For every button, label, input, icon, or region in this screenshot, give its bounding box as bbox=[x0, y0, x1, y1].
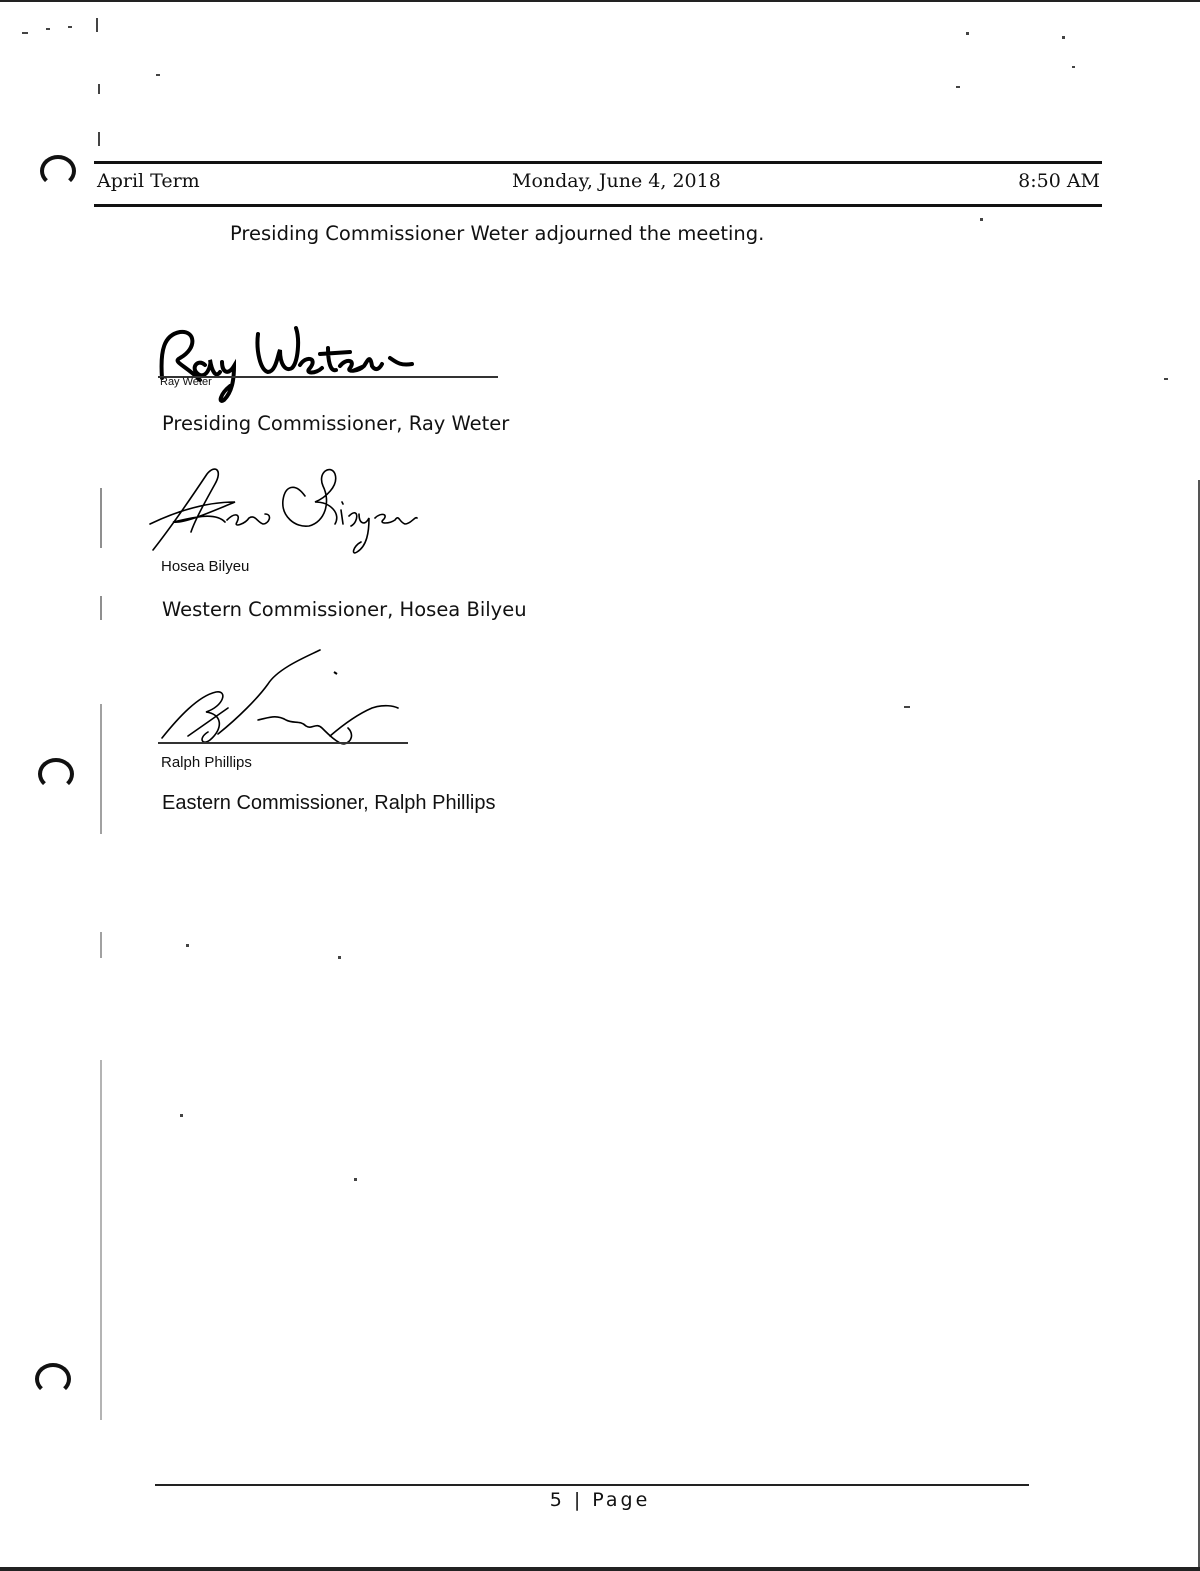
bottom-border bbox=[0, 1567, 1200, 1571]
scan-speck bbox=[98, 132, 100, 146]
signature-hosea-bilyeu bbox=[145, 462, 445, 562]
scan-speck bbox=[956, 86, 960, 88]
scan-speck bbox=[186, 944, 189, 947]
scan-speck bbox=[980, 218, 983, 221]
scan-speck bbox=[354, 1178, 357, 1181]
header-term: April Term bbox=[97, 170, 200, 192]
signature-name-label-3: Ralph Phillips bbox=[161, 754, 252, 771]
scan-speck bbox=[338, 956, 341, 959]
scan-speck bbox=[96, 18, 98, 32]
scan-speck bbox=[1072, 66, 1075, 68]
signature-name-label-2: Hosea Bilyeu bbox=[161, 558, 250, 575]
signature-role-1: Presiding Commissioner, Ray Weter bbox=[162, 412, 510, 435]
header-time: 8:50 AM bbox=[1018, 170, 1100, 192]
adjourned-statement: Presiding Commissioner Weter adjourned the meeting. bbox=[230, 222, 765, 245]
scan-speck bbox=[68, 26, 72, 28]
header-rule-bottom bbox=[94, 204, 1102, 207]
scan-margin-mark bbox=[100, 488, 102, 548]
signature-role-2: Western Commissioner, Hosea Bilyeu bbox=[162, 598, 527, 621]
scan-margin-mark bbox=[100, 704, 102, 834]
scan-speck bbox=[46, 28, 50, 30]
signature-ray-weter bbox=[150, 310, 450, 405]
signature-role-3: Eastern Commissioner, Ralph Phillips bbox=[162, 792, 496, 814]
header-rule-top bbox=[94, 161, 1102, 164]
footer-rule bbox=[155, 1484, 1029, 1486]
punch-hole-bottom bbox=[35, 1363, 71, 1395]
scan-speck bbox=[1062, 36, 1065, 39]
scan-speck bbox=[22, 32, 28, 34]
scan-speck bbox=[1164, 378, 1168, 380]
signature-line-3 bbox=[158, 742, 408, 744]
scan-speck bbox=[156, 74, 160, 76]
scan-margin-mark bbox=[100, 932, 102, 958]
signature-ralph-phillips bbox=[158, 648, 418, 753]
page-number: 5 | Page bbox=[549, 1489, 651, 1511]
scan-speck bbox=[904, 706, 910, 708]
punch-hole-top bbox=[40, 155, 76, 187]
scan-speck bbox=[966, 32, 969, 35]
scan-speck bbox=[180, 1114, 183, 1117]
punch-hole-middle bbox=[38, 758, 74, 790]
header-date: Monday, June 4, 2018 bbox=[512, 170, 721, 192]
scan-margin-mark bbox=[100, 1060, 102, 1420]
top-border bbox=[0, 0, 1200, 2]
scan-margin-mark bbox=[100, 596, 102, 620]
signature-name-label-1: Ray Weter bbox=[160, 376, 212, 388]
scan-speck bbox=[98, 84, 100, 94]
